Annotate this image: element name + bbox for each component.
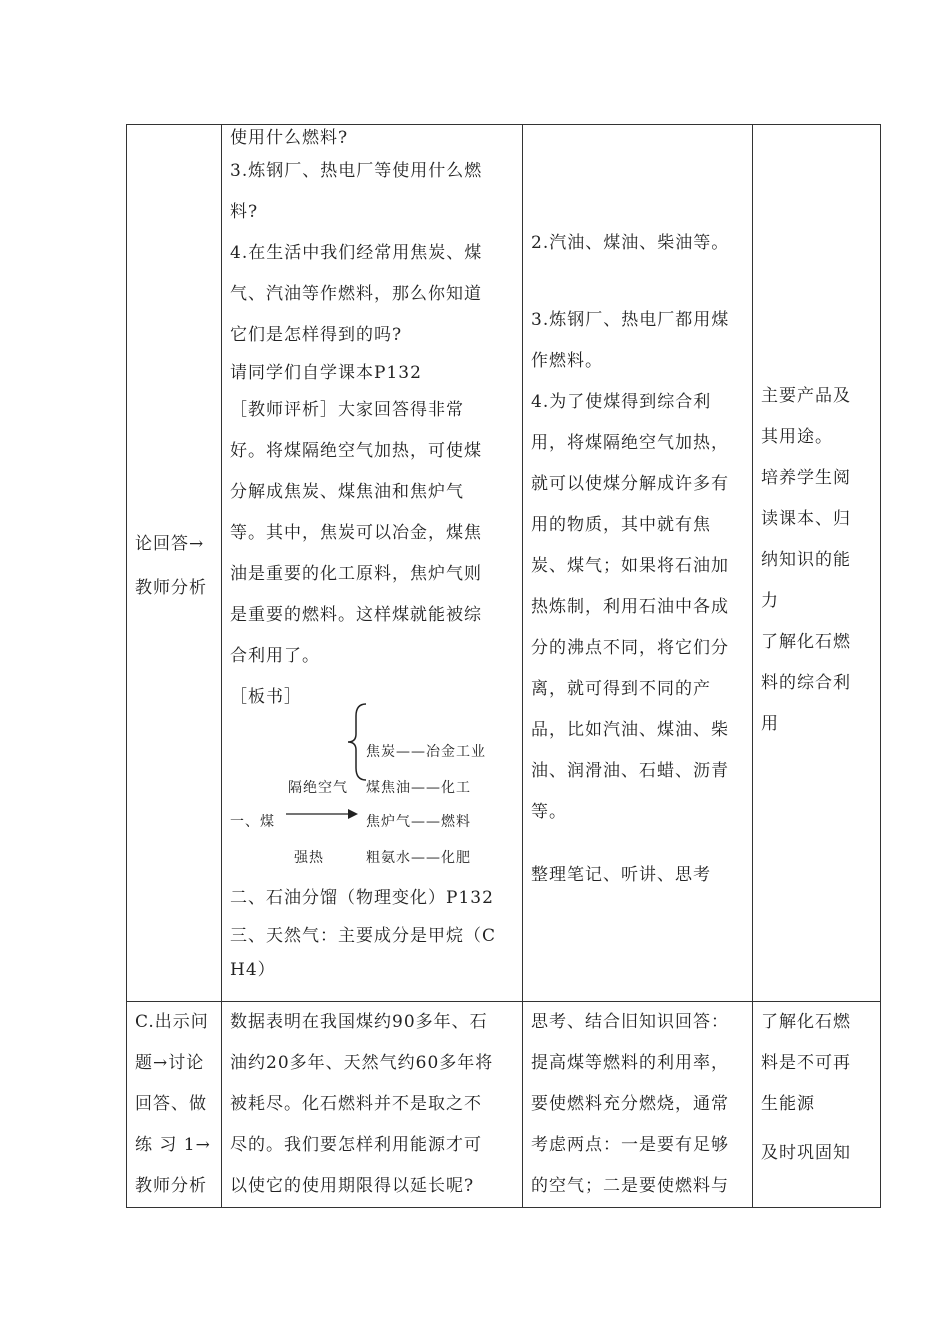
text-line: 油是重要的化工原料，焦炉气则: [230, 564, 482, 584]
stage-line: 练 习 1→: [135, 1135, 211, 1155]
stage-line: 教师分析: [135, 578, 207, 598]
text-line: 尽的。我们要怎样利用能源才可: [230, 1135, 482, 1155]
intent-line: 生能源: [761, 1094, 815, 1114]
diagram-start: 一、煤: [230, 814, 275, 830]
answer-line: 热炼制，利用石油中各成: [531, 597, 729, 617]
coal-distillation-diagram: [230, 702, 516, 878]
intent-line: 其用途。: [761, 427, 833, 447]
stage-line: C.出示问: [135, 1012, 209, 1032]
brace-item: 焦炭——冶金工业: [366, 744, 486, 760]
text-line: 分解成焦炭、煤焦油和焦炉气: [230, 482, 464, 502]
stage-line: 回答、做: [135, 1094, 207, 1114]
answer-line: 就可以使煤分解成许多有: [531, 474, 729, 494]
answer-line: 用，将煤隔绝空气加热，: [531, 433, 729, 453]
answer-line: 4.为了使煤得到综合利: [531, 392, 712, 412]
stage-line: 论回答→: [135, 534, 205, 554]
student-activity-cell: [523, 1002, 753, 1208]
text-line: ［教师评析］大家回答得非常: [230, 400, 464, 420]
answer-line: 分的沸点不同，将它们分: [531, 638, 729, 658]
teacher-activity-cell: [222, 1002, 523, 1208]
intent-line: 培养学生阅: [761, 468, 851, 488]
answer-line: 要使燃料充分燃烧，通常: [531, 1094, 729, 1114]
lesson-plan-table: [126, 124, 881, 1208]
intent-line: 及时巩固知: [761, 1143, 851, 1163]
stage-line: 题→讨论: [135, 1053, 205, 1073]
answer-line: 油、润滑油、石蜡、沥青: [531, 761, 729, 781]
design-intent-cell: [753, 125, 881, 1002]
answer-line: 炭、煤气；如果将石油加: [531, 556, 729, 576]
text-line: H4）: [230, 960, 276, 980]
text-line: 料?: [230, 202, 259, 222]
text-line: 3.炼钢厂、热电厂等使用什么燃: [230, 161, 483, 181]
answer-line: 提高煤等燃料的利用率，: [531, 1053, 729, 1073]
table-row: [127, 125, 881, 1002]
stage-cell: [127, 125, 222, 1002]
answer-line: 3.炼钢厂、热电厂都用煤: [531, 310, 730, 330]
intent-line: 了解化石燃: [761, 632, 851, 652]
text-line: 使用什么燃料?: [230, 128, 349, 148]
text-line: 4.在生活中我们经常用焦炭、煤: [230, 243, 483, 263]
intent-line: 了解化石燃: [761, 1012, 851, 1032]
intent-line: 纳知识的能: [761, 550, 851, 570]
answer-line: 用的物质，其中就有焦: [531, 515, 711, 535]
text-line: 它们是怎样得到的吗?: [230, 325, 403, 345]
answer-line: 的空气；二是要使燃料与: [531, 1176, 729, 1196]
board-label: ［板书］: [230, 687, 302, 707]
intent-line: 用: [761, 714, 779, 734]
text-line: 二、石油分馏（物理变化）P132: [230, 888, 494, 908]
teacher-activity-cell: [222, 125, 523, 1002]
text-line: 等。其中，焦炭可以冶金，煤焦: [230, 523, 482, 543]
text-line: 是重要的燃料。这样煤就能被综: [230, 605, 482, 625]
student-activity-cell: [523, 125, 753, 1002]
arrow-right-icon: [286, 808, 358, 820]
stage-line: 教师分析: [135, 1176, 207, 1196]
table-row: [127, 1002, 881, 1208]
stage-cell: [127, 1002, 222, 1208]
intent-line: 力: [761, 591, 779, 611]
brace-item: 焦炉气——燃料: [366, 814, 471, 830]
answer-line: 作燃料。: [531, 351, 603, 371]
text-line: 以使它的使用期限得以延长呢?: [230, 1176, 475, 1196]
answer-line: 2.汽油、煤油、柴油等。: [531, 233, 730, 253]
text-line: 三、天然气：主要成分是甲烷（C: [230, 926, 497, 946]
answer-line: 整理笔记、听讲、思考: [531, 865, 711, 885]
answer-line: 品，比如汽油、煤油、柴: [531, 720, 729, 740]
text-line: 数据表明在我国煤约90多年、石: [230, 1012, 488, 1032]
intent-line: 料的综合利: [761, 673, 851, 693]
answer-line: 等。: [531, 802, 567, 822]
brace-item: 煤焦油——化工: [366, 780, 471, 796]
intent-line: 料是不可再: [761, 1053, 851, 1073]
text-line: 合利用了。: [230, 646, 320, 666]
text-line: 好。将煤隔绝空气加热，可使煤: [230, 441, 482, 461]
design-intent-cell: [753, 1002, 881, 1208]
intent-line: 读课本、归: [761, 509, 851, 529]
brace-item: 粗氨水——化肥: [366, 850, 471, 866]
text-line: 请同学们自学课本P132: [230, 363, 422, 383]
answer-line: 考虑两点：一是要有足够: [531, 1135, 729, 1155]
intent-line: 主要产品及: [761, 386, 851, 406]
condition-label: 强热: [294, 850, 324, 866]
text-line: 被耗尽。化石燃料并不是取之不: [230, 1094, 482, 1114]
condition-label: 隔绝空气: [288, 780, 348, 796]
text-line: 气、汽油等作燃料，那么你知道: [230, 284, 482, 304]
answer-line: 思考、结合旧知识回答：: [531, 1012, 729, 1032]
text-line: 油约20多年、天然气约60多年将: [230, 1053, 494, 1073]
answer-line: 离，就可得到不同的产: [531, 679, 711, 699]
